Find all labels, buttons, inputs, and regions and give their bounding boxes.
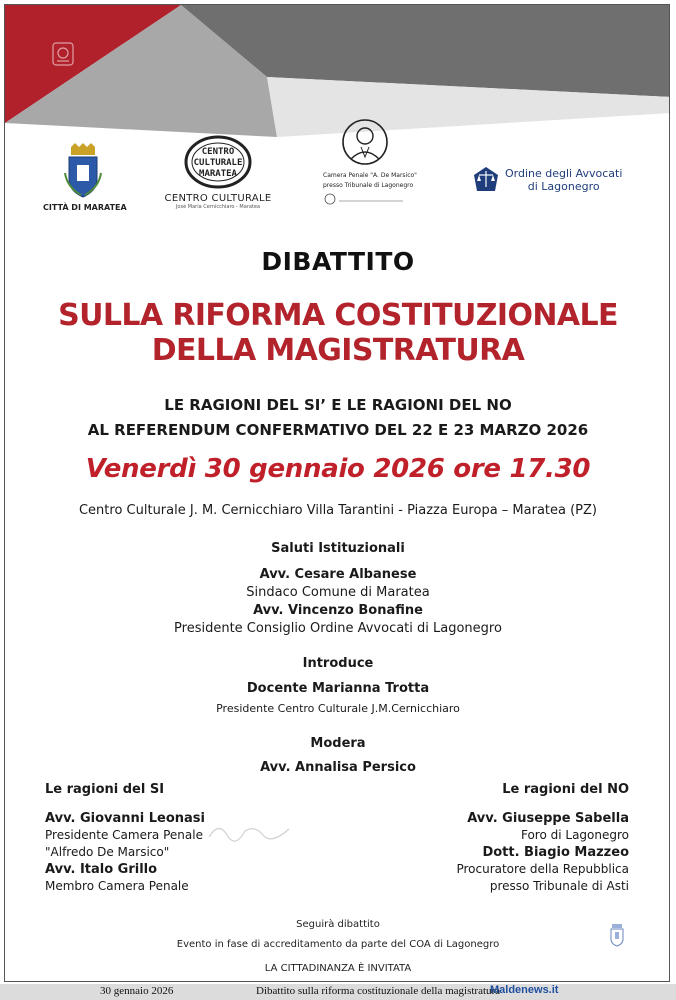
centro-seal-line1: CENTRO: [201, 147, 235, 157]
modera-name: Avv. Annalisa Persico: [260, 760, 416, 775]
centro-seal-line3: MARATEA: [199, 169, 237, 179]
title-line2: DELLA MAGISTRATURA: [151, 333, 525, 368]
si-p1-name: Avv. Giovanni Leonasi: [45, 811, 205, 826]
si-p1-role1: Presidente Camera Penale: [45, 828, 203, 842]
logo-comune-caption: CITTÀ DI MARATEA: [43, 203, 127, 212]
speaker2-role: Presidente Consiglio Ordine Avvocati di Lagonegro: [174, 621, 502, 636]
city-crest-icon: [63, 143, 103, 199]
si-p1-role2: "Alfredo De Marsico": [45, 845, 170, 859]
caption-date: 30 gennaio 2026: [100, 985, 174, 997]
subtitle-line2: AL REFERENDUM CONFERMATIVO DEL 22 E 23 MARZO 2026: [87, 421, 589, 439]
partner-logos: [5, 113, 670, 223]
small-crest-icon: [609, 923, 625, 947]
no-p1-role: Foro di Lagonegro: [520, 828, 629, 842]
logo-centro-culturale: [153, 135, 283, 210]
speaker2-name: Avv. Vincenzo Bonafine: [253, 603, 423, 618]
footer-line2: Evento in fase di accreditamento da parte del COA di Lagonegro: [176, 939, 500, 950]
si-p2-name: Avv. Italo Grillo: [45, 862, 158, 877]
logo-comune: [43, 143, 127, 212]
no-p2-role1: Procuratore della Repubblica: [456, 862, 629, 876]
poster: [4, 4, 670, 982]
no-p2-name: Dott. Biagio Mazzeo: [482, 845, 629, 860]
speaker1-name: Avv. Cesare Albanese: [259, 567, 417, 582]
introduce-label: Introduce: [302, 656, 374, 671]
subtitle-line1: LE RAGIONI DEL SI’ E LE RAGIONI DEL NO: [164, 396, 512, 414]
title-line1: SULLA RIFORMA COSTITUZIONALE: [58, 298, 618, 333]
no-p1-name: Avv. Giuseppe Sabella: [467, 811, 629, 826]
intro-role: Presidente Centro Culturale J.M.Cernicchiaro: [216, 702, 460, 715]
event-type: DIBATTITO: [261, 247, 415, 276]
si-p2-role: Membro Camera Penale: [45, 879, 189, 893]
centro-seal-line2: CULTURALE: [193, 158, 243, 168]
logo-ordine-line2: di Lagonegro: [527, 180, 600, 193]
modera-label: Modera: [310, 736, 366, 751]
si-header: Le ragioni del SI: [45, 782, 165, 797]
logo-camera-penale: [323, 117, 417, 210]
footer-line1: Seguirà dibattito: [296, 919, 380, 930]
no-p2-role2: presso Tribunale di Asti: [489, 879, 629, 893]
logo-centro-caption: CENTRO CULTURALE: [164, 193, 272, 204]
camera-penale-mark-icon: [323, 192, 407, 206]
scales-of-justice-icon: [471, 165, 501, 193]
logo-camera-line1: Camera Penale "A. De Marsico": [323, 172, 417, 179]
intro-name: Docente Marianna Trotta: [246, 681, 430, 696]
logo-ordine-line1: Ordine degli Avvocati: [505, 167, 623, 180]
si-column: [45, 781, 205, 895]
portrait-medallion-icon: [341, 117, 389, 167]
no-column: [456, 781, 629, 895]
footer-line3: LA CITTADINANZA È INVITATA: [264, 963, 412, 974]
no-header: Le ragioni del NO: [502, 782, 629, 797]
logo-camera-line2: presso Tribunale di Lagonegro: [323, 182, 414, 189]
caption-brand[interactable]: Maldenews.it: [490, 984, 559, 996]
event-venue: Centro Culturale J. M. Cernicchiaro Villa Tarantini - Piazza Europa – Maratea (PZ): [78, 503, 598, 518]
caption-bar: [0, 984, 676, 1000]
signature-watermark: [205, 817, 295, 847]
speaker1-role: Sindaco Comune di Maratea: [246, 585, 430, 600]
caption-title: Dibattito sulla riforma costituzionale della magistratura: [256, 985, 501, 997]
logo-centro-subcaption: José Maria Cernicchiaro - Maratea: [175, 204, 261, 210]
saluti-label: Saluti Istituzionali: [271, 541, 405, 556]
centro-seal-icon: [183, 135, 253, 189]
event-datetime: Venerdì 30 gennaio 2026 ore 17.30: [85, 454, 591, 484]
